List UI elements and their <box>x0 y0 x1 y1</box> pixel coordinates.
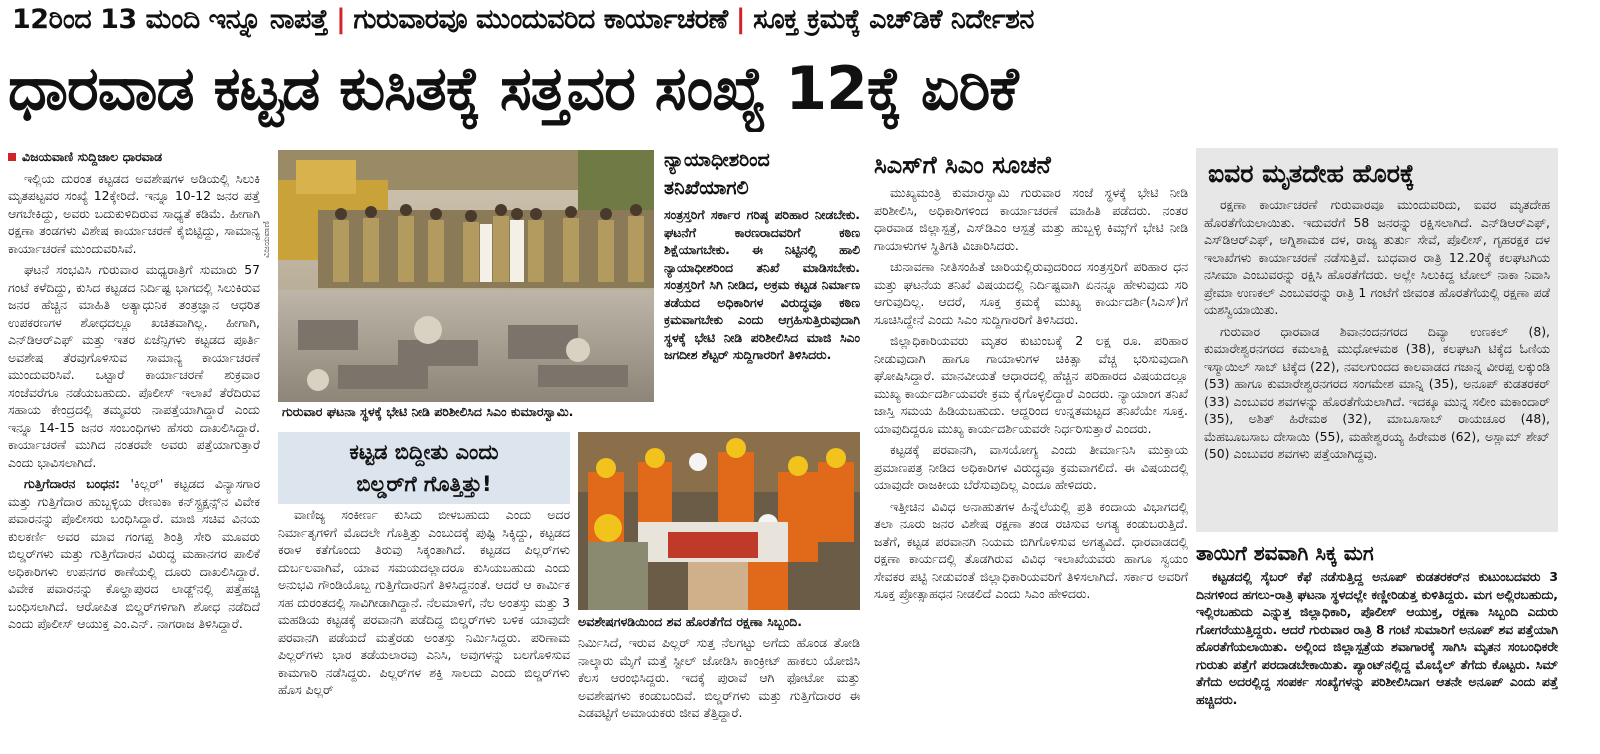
col1-p3-lead: ಗುತ್ತಿಗೆದಾರನ ಬಂಧನ: <box>24 476 120 491</box>
photo-rescue-caption: ಅವಶೇಷಗಳಡಿಯಿಂದ ಶವ ಹೊರತೆಗೆದ ರಕ್ಷಣಾ ಸಿಬ್ಬಂದಿ. <box>578 612 860 632</box>
kicker-part-2: ಗುರುವಾರವೂ ಮುಂದುವರಿದ ಕಾರ್ಯಾಚರಣೆ <box>353 4 728 35</box>
cm-column <box>874 184 1188 750</box>
judicial-body: ಸಂತ್ರಸ್ತರಿಗೆ ಸರ್ಕಾರ ಗರಿಷ್ಠ ಪರಿಹಾರ ನೀಡಬೇಕು. ಘಟನೆಗೆ ಕಾರಣರಾದವರಿಗೆ ಕಠಿಣ ಶಿಕ್ಷೆಯಾಗಬೇಕು. ಈ ನಿಟ್ಟಿನಲ್ಲಿ ಹಾಲಿ ನ್ಯಾಯಾಧೀಶರಿಂದ ತನಿಖೆ ಮಾಡಿಸಬೇಕು. ಸಂತ್ರಸ್ತರಿಗೆ ಸಿಗಿ ನೀಡಿದ, ಅಕ್ರಮ ಕಟ್ಟಡ ನಿರ್ಮಾಣ ತಡೆಯದ ಅಧಿಕಾರಿಗಳ ವಿರುದ್ಧವೂ ಕಠಿಣ ಕ್ರಮವಾಗಬೇಕು ಎಂದು ಆಗ್ರಹಿಸುತ್ತಿರುವುದಾಗಿ ಸ್ಥಳಕ್ಕೆ ಭೇಟಿ ನೀಡಿ ಪರಿಶೀಲಿಸಿದ ಮಾಜಿ ಸಿಎಂ ಜಗದೀಶ ಶೆಟ್ಟರ್ ಸುದ್ದಿಗಾರರಿಗೆ ತಿಳಿಸಿದರು. <box>664 207 860 362</box>
cm-paragraph-4: ಕಟ್ಟಡಕ್ಕೆ ಪರವಾನಗಿ, ವಾಸಯೋಗ್ಯ ಎಂದು ತೀರ್ಮಾನಿಸಿ ಮುಕ್ತಾಯ ಪ್ರಮಾಣಪತ್ರ ನೀಡಿದ ಅಧಿಕಾರಿಗಳ ವಿರುದ್ಧವೂ ಕ್ರಮವಾಗಲಿದೆ. ಈ ವಿಷಯದಲ್ಲಿ ಯಾವುದೇ ರಾಜಕೀಯ ಬೆರೆಸುವುದಿಲ್ಲ ಎಂದೂ ಹೇಳಿದರು. <box>874 442 1188 492</box>
bodies-paragraph-1: ರಕ್ಷಣಾ ಕಾರ್ಯಾಚರಣೆ ಗುರುವಾರವೂ ಮುಂದುವರಿದು, ಐವರ ಮೃತದೇಹ ಹೊರತೆಗೆಯಲಾಯಿತು. ಇದುವರೆಗೆ 58 ಜನರನ್ನು ರಕ್ಷಿಸಲಾಗಿದೆ. ಎನ್‌ಡಿಆರ್‌ಎಫ್, ಎಸ್‌ಡಿಆರ್‌ಎಫ್, ಅಗ್ನಿಶಾಮಕ ದಳ, ರಾಜ್ಯ ತುರ್ತು ಸೇವೆ, ಪೊಲೀಸ್, ಗೃಹರಕ್ಷಕ ದಳ ಇಲಾಖೆಗಳು ಕಾರ್ಯಾಚರಣೆ ನಡೆಸುತ್ತಿವೆ. ಬುಧವಾರ ರಾತ್ರಿ 12.20ಕ್ಕೆ ಕಲಘಟಗಿಯ ನಸೀಮಾ ಎಂಬುವರನ್ನು ರಕ್ಷಿಸಿ ಹೊರತೆಗೆದರು. ಅಲ್ಲೇ ಸಿಲುಕಿದ್ದ ಟೋಲ್ ನಾಕಾ ನಿವಾಸಿ ಪ್ರೇಮಾ ಉಣಕಲ್ ಎಂಬುವರನ್ನು ರಾತ್ರಿ 1 ಗಂಟೆಗೆ ಜೀವಂತ ಹೊರತೆಗೆಯಲ್ಲಿ ರಕ್ಷಣಾ ಪಡೆ ಯಶಸ್ವಿಯಾಯಿತು. <box>1204 197 1550 317</box>
cm-paragraph-2: ಚುನಾವಣಾ ನೀತಿಸಂಹಿತೆ ಜಾರಿಯಲ್ಲಿರುವುದರಿಂದ ಸಂತ್ರಸ್ತರಿಗೆ ಪರಿಹಾರ ಧನ ಮತ್ತು ಘಟನೆಯ ತನಿಖೆ ವಿಷಯದಲ್ಲಿ ನಿರ್ದಿಷ್ಟವಾಗಿ ಏನನ್ನೂ ಹೇಳುವುದು ಸರಿ ಆಗುವುದಿಲ್ಲ. ಆದರೆ, ಸೂಕ್ತ ಕ್ರಮಕ್ಕೆ ಮುಖ್ಯ ಕಾರ್ಯದರ್ಶಿ(ಸಿಎಸ್)ಗೆ ಸೂಚಿಸಿದ್ದೇನೆ ಎಂದು ಸಿಎಂ ಸುದ್ದಿಗಾರರಿಗೆ ತಿಳಿಸಿದರು. <box>874 259 1188 327</box>
byline <box>8 148 260 166</box>
builder-body-continued: ನಿರ್ಮಿಸಿದೆ, ಇರುವ ಪಿಲ್ಲರ್ ಸುತ್ತ ನೆಲಗಟ್ಟು ಅಗೆದು ಹೊಂಡ ತೋಡಿ ನಾಲ್ಕಾರು ಮೈಗೆ ಮತ್ತೆ ಸ್ಟೀಲ್ ಜೋಡಿಸಿ ಕಾಂಕ್ರೀಟ್ ಹಾಕಲು ಯೋಜಿಸಿ ಕೆಲಸ ಆರಂಭಿಸಿದ್ದರು. ಇದಕ್ಕೆ ಪುರಾವೆ ಆಗಿ ಫೋಟೋ ಮತ್ತು ಅವಶೇಷಗಳು ಕಂಡುಬಂದಿವೆ. ಬಿಲ್ಡರ್‌ಗಳು ಮತ್ತು ಗುತ್ತಿಗೆದಾರರ ಈ ಎಡವಟ್ಟಿಗೆ ಅಮಾಯಕರು ಜೀವ ತೆತ್ತಿದ್ದಾರೆ. <box>578 635 860 720</box>
mother-body: ಕಟ್ಟಡದಲ್ಲಿ ಸೈಬರ್ ಕೆಫೆ ನಡೆಸುತ್ತಿದ್ದ ಅನೂಪ್ ಕುಡತರಕರ್‌ನ ಕುಟುಂಬದವರು 3 ದಿನಗಳಿಂದ ಹಗಲು-ರಾತ್ರಿ ಘಟನಾ ಸ್ಥಳದಲ್ಲೇ ಕಣ್ಣೀರಿಡುತ್ತ ಕುಳಿತಿದ್ದರು. ಮಗ ಅಲ್ಲಿರಬಹುದು, ಇಲ್ಲಿರಬಹುದು ಎನ್ನುತ್ತ ಜಿಲ್ಲಾಧಿಕಾರಿ, ಪೊಲೀಸ್ ಆಯುಕ್ತ, ರಕ್ಷಣಾ ಸಿಬ್ಬಂದಿ ಎದುರು ಗೋಗರೆಯುತ್ತಿದ್ದರು. ಆದರೆ ಗುರುವಾರ ರಾತ್ರಿ 8 ಗಂಟೆ ಸುಮಾರಿಗೆ ಅನೂಪ್ ಶವ ಪತ್ತೆಯಾಗಿ ಹೊರತೆಗೆಯಲಾಯಿತು. ಅಲ್ಲಿಂದ ಜಿಲ್ಲಾಸ್ಪತ್ರೆಯ ಶವಾಗಾರಕ್ಕೆ ಸಾಗಿಸಿ ಮೃತನ ಸಂಬಂಧಿಕರೇ ಗುರುತು ಪತ್ತೆಗೆ ಪರದಾಡಬೇಕಾಯಿತು. ಪ್ಯಾಂಟ್‌ನಲ್ಲಿದ್ದ ಮೊಬೈಲ್ ತೆಗೆದು ಕೊಟ್ಟರು. ಸಿಮ್ ತೆಗೆದು ಅದರಲ್ಲಿದ್ದ ಸಂಪರ್ಕ ಸಂಖ್ಯೆಗಳನ್ನು ಪರಿಶೀಲಿಸಿದಾಗ ಆತನೇ ಅನೂಪ್ ಎಂದು ಪತ್ತೆ ಹಚ್ಚಿದರು. <box>1196 569 1558 707</box>
photo-rescue <box>578 432 860 610</box>
mother-title: ತಾಯಿಗೆ ಶವವಾಗಿ ಸಿಕ್ಕ ಮಗ <box>1196 541 1374 565</box>
kicker-separator-1: | <box>335 4 346 35</box>
builder-title-line-2: ಬಿಲ್ಡರ್‌ಗೆ ಗೊತ್ತಿತ್ತು! <box>356 472 492 496</box>
judicial-title-line-1: ನ್ಯಾಯಾಧೀಶರಿಂದ <box>664 149 770 171</box>
bodies-title: ಐವರ ಮೃತದೇಹ ಹೊರಕ್ಕೆ <box>1208 159 1415 188</box>
photo-cm-visit <box>278 150 654 402</box>
photo-cm-visit-image <box>278 150 654 402</box>
vertical-label: ವಿಜಯವಾಣಿ <box>262 221 272 258</box>
judicial-title <box>664 146 864 206</box>
judicial-title-line-2: ತನಿಖೆಯಾಗಲಿ <box>664 177 749 199</box>
builder-box <box>278 432 570 504</box>
photo-cm-visit-caption: ಗುರುವಾರ ಘಟನಾ ಸ್ಥಳಕ್ಕೆ ಭೇಟಿ ನೀಡಿ ಪರಿಶೀಲಿಸಿದ ಸಿಎಂ ಕುಮಾರಸ್ವಾಮಿ. <box>278 402 658 422</box>
cm-title: ಸಿಎಸ್‌ಗೆ ಸಿಎಂ ಸೂಚನೆ <box>874 151 1051 179</box>
cm-paragraph-5: ಇತ್ತೀಚಿನ ವಿವಿಧ ಅನಾಹುತಗಳ ಹಿನ್ನೆಲೆಯಲ್ಲಿ ಪ್ರತಿ ಕಂದಾಯ ವಿಭಾಗದಲ್ಲಿ ತಲಾ ನೂರು ಜನರ ವಿಶೇಷ ರಕ್ಷಣಾ ತಂಡ ರಚಿಸುವ ಅಗತ್ಯ ಕಂಡುಬರುತ್ತಿದೆ. ಜತೆಗೆ, ಕಟ್ಟಡ ಪರವಾನಗಿ ನಿಯಮ ಬಿಗಿಗೊಳಿಸುವ ಅಗತ್ಯವಿದೆ. ಧಾರವಾಡದಲ್ಲಿ ರಕ್ಷಣಾ ಕಾರ್ಯದಲ್ಲಿ ತೊಡಗಿರುವ ವಿವಿಧ ಇಲಾಖೆಯವರು ಹಾಗೂ ಸ್ವಯಂ ಸೇವಕರ ಪಟ್ಟಿ ನೀಡುವಂತೆ ಜಿಲ್ಲಾಧಿಕಾರಿಯವರಿಗೆ ತಿಳಿಸಲಾಗಿದೆ. ಸರ್ಕಾರ ಅವರಿಗೆ ಸೂಕ್ತ ಪ್ರೋತ್ಸಾಹಧನ ನೀಡಲಿದೆ ಎಂದು ಸಿಎಂ ಹೇಳಿದರು. <box>874 498 1188 601</box>
column-1 <box>8 148 260 748</box>
cm-paragraph-1: ಮುಖ್ಯಮಂತ್ರಿ ಕುಮಾರಸ್ವಾಮಿ ಗುರುವಾರ ಸಂಜೆ ಸ್ಥಳಕ್ಕೆ ಭೇಟಿ ನೀಡಿ ಪರಿಶೀಲಿಸಿ, ಅಧಿಕಾರಿಗಳಿಂದ ಕಾರ್ಯಾಚರಣೆ ಮಾಹಿತಿ ಪಡೆದರು. ನಂತರ ಧಾರವಾಡ ಜಿಲ್ಲಾಸ್ಪತ್ರೆ, ಎಸ್‌ಡಿಎಂ ಆಸ್ಪತ್ರೆ ಮತ್ತು ಹುಬ್ಬಳ್ಳಿ ಕಿಮ್ಸ್‌ಗೆ ಭೇಟಿ ನೀಡಿ ಗಾಯಾಳುಗಳ ಸ್ಥಿತಿಗತಿ ವಿಚಾರಿಸಿದರು. <box>874 185 1188 253</box>
builder-body: ವಾಣಿಜ್ಯ ಸಂಕೀರ್ಣ ಕುಸಿದು ಬೀಳಬಹುದು ಎಂದು ಅದರ ನಿರ್ಮಾತೃಗಳಿಗೆ ಮೊದಲೇ ಗೊತ್ತಿತ್ತು ಎಂಬುದಕ್ಕೆ ಪುಷ್ಟಿ ಸಿಕ್ಕಿದ್ದು, ಕಟ್ಟಡದ ಕರಾಳ ಕತೆಗೊಂದು ತಿರುವು ಸಿಕ್ಕಂತಾಗಿದೆ. ಕಟ್ಟಡದ ಪಿಲ್ಲರ್‌ಗಳು ದುರ್ಬಲವಾಗಿವೆ, ಯಾವ ಸಮಯದಲ್ಲಾದರೂ ಕುಸಿಯಬಹುದು ಎಂದು ಅನುಭವಿ ಗೌಂಡಿಯೊಬ್ಬ ಗುತ್ತಿಗೆದಾರನಿಗೆ ತಿಳಿಸಿದ್ದನಂತೆ. ಆದರೆ ಆ ಕಾರ್ಮಿಕ ಸಹ ದುರಂತದಲ್ಲಿ ಸಾವಿಗೀಡಾಗಿದ್ದಾನೆ. ನೆಲಮಾಳಿಗೆ, ನೆಲ ಅಂತಸ್ತು ಮತ್ತು 3 ಮಹಡಿಯ ಕಟ್ಟಡಕ್ಕೆ ಪರವಾನಗಿ ಪಡೆದಿದ್ದ ಬಿಲ್ಡರ್‌ಗಳು ಬಳಿಕ ಯಾವುದೇ ಪರವಾನಗಿ ಪಡೆಯದೆ ಮತ್ತೆರಡು ಅಂತಸ್ತು ನಿರ್ಮಿಸಿದ್ದರು. ಪರಿಣಾಮ ಪಿಲ್ಲರ್‌ಗಳು ಭಾರ ತಡೆಯಲಾರವು ಎನಿಸಿ, ಅವುಗಳನ್ನು ಬಲಗೊಳಿಸುವ ಕಾಮಗಾರಿ ನಡೆಸಿದ್ದರು. ಪಿಲ್ಲರ್‌ಗಳ ಶಕ್ತಿ ಸಾಲದು ಎಂದು ಬಿಲ್ಡರ್‌ಗಳು ಹೊಸ ಪಿಲ್ಲರ್ <box>278 507 570 697</box>
kicker-part-3: ಸೂಕ್ತ ಕ್ರಮಕ್ಕೆ ಎಚ್‌ಡಿಕೆ ನಿರ್ದೇಶನ <box>753 4 1034 35</box>
cm-paragraph-3: ಜಿಲ್ಲಾಧಿಕಾರಿಯವರು ಮೃತರ ಕುಟುಂಬಕ್ಕೆ 2 ಲಕ್ಷ ರೂ. ಪರಿಹಾರ ನೀಡುವುದಾಗಿ ಹಾಗೂ ಗಾಯಾಳುಗಳ ಚಿಕಿತ್ಸಾ ವೆಚ್ಚ ಭರಿಸುವುದಾಗಿ ಘೋಷಿಸಿದ್ದಾರೆ. ಮಾನವೀಯತೆ ಆಧಾರದಲ್ಲಿ ಹೆಚ್ಚಿನ ಪರಿಹಾರದ ವಿಷಯದಲ್ಲೂ ಮುಖ್ಯ ಕಾರ್ಯದರ್ಶಿಯವರೇ ಕ್ರಮ ಕೈಗೊಳ್ಳಲಿದ್ದಾರೆ ಎಂದರು. ನ್ಯಾಯಾಂಗ ತನಿಖೆ ಜಾಸ್ತಿ ಸಮಯ ಹಿಡಿಯಬಹುದು. ಆದ್ದರಿಂದ ಉನ್ನತಮಟ್ಟದ ತನಿಖೆಯೇ ಸೂಕ್ತ. ಯಾವುದಿದ್ದರೂ ಮುಖ್ಯ ಕಾರ್ಯದರ್ಶಿಯವರೇ ನಿರ್ಧರಿಸುತ್ತಾರೆ ಎಂದರು. <box>874 333 1188 436</box>
main-headline: ಧಾರವಾಡ ಕಟ್ಟಡ ಕುಸಿತಕ್ಕೆ ಸತ್ತವರ ಸಂಖ್ಯೆ 12ಕ್ಕೆ ಏರಿಕೆ <box>8 54 1018 124</box>
col1-paragraph-2: ಘಟನೆ ಸಂಭವಿಸಿ ಗುರುವಾರ ಮಧ್ಯರಾತ್ರಿಗೆ ಸುಮಾರು 57 ಗಂಟೆ ಕಳೆದಿದ್ದು, ಕುಸಿದ ಕಟ್ಟಡದ ನಿರ್ದಿಷ್ಟ ಭಾಗದಲ್ಲಿ ಸಿಲುಕಿರುವ ಜನರ ಹೆಚ್ಚಿನ ಮಾಹಿತಿ ಅತ್ಯಾಧುನಿಕ ತಂತ್ರಜ್ಞಾನ ಆಧರಿತ ಉಪಕರಣಗಳ ಶೋಧದಲ್ಲೂ ಖಚಿತವಾಗಿಲ್ಲ. ಹೀಗಾಗಿ, ಎನ್‌ಡಿಆರ್‌ಎಫ್ ಮತ್ತು ಇತರ ಏಜೆನ್ಸಿಗಳು ಕಟ್ಟಡದ ಪೂರ್ತಿ ಅವಶೇಷ ತೆರವುಗೊಳಿಸುವ ಸಾಮಾನ್ಯ ಕಾರ್ಯಾಚರಣೆ ಮುಂದುವರಿಸಿವೆ. ಒಟ್ಟಾರೆ ಕಾರ್ಯಾಚರಣೆ ಶುಕ್ರವಾರ ಸಂಜೆವರೆಗೂ ನಡೆಯಬಹುದು. ಪೊಲೀಸ್ ಇಲಾಖೆ ತೆರೆದಿರುವ ಸಹಾಯ ಕೇಂದ್ರದಲ್ಲಿ ತಮ್ಮವರು ನಾಪತ್ತೆಯಾಗಿದ್ದಾರೆ ಎಂದು ಇನ್ನೂ 14-15 ಜನರ ಸಂಬಂಧಿಗಳು ಹೆಸರು ದಾಖಲಿಸಿದ್ದಾರೆ. ಕಾರ್ಯಾಚರಣೆ ಮುಗಿದ ನಂತರವೇ ಅವರು ಪತ್ತೆಯಾಗುತ್ತಾರೆ ಎಂದು ಭಾವಿಸಲಾಗಿದೆ. <box>8 262 260 470</box>
col1-paragraph-1: ಇಲ್ಲಿಯ ದುರಂತ ಕಟ್ಟಡದ ಅವಶೇಷಗಳ ಅಡಿಯಲ್ಲಿ ಸಿಲುಕಿ ಮೃತಪಟ್ಟವರ ಸಂಖ್ಯೆ 12ಕ್ಕೇರಿದೆ. ಇನ್ನೂ 10-12 ಜನರ ಪತ್ತೆ ಆಗಬೇಕಿದ್ದು, ಅವರು ಬದುಕುಳಿದಿರುವ ಸಾಧ್ಯತೆ ಕಡಿಮೆ. ಹೀಗಾಗಿ ರಕ್ಷಣಾ ತಂಡಗಳು ವಿಶೇಷ ಕಾರ್ಯಾಚರಣೆ ಕೈಬಿಟ್ಟಿದ್ದು, ಸಾಮಾನ್ಯ ಕಾರ್ಯಾಚರಣೆ ಮುಂದುವರಿಸಿವೆ. <box>8 170 260 256</box>
kicker-line <box>12 4 1592 44</box>
bodies-paragraph-2: ಗುರುವಾರ ಧಾರವಾಡ ಶಿವಾನಂದನಗರದ ದಿವ್ಯಾ ಉಣಕಲ್ (8), ಕುಮಾರೇಶ್ವರನಗರದ ಕಮಲಾಕ್ಷಿ ಮುಧೋಳಮಠ (38), ಕಲಘಟಗಿ ಟಿಕ್ಕೆದ ಓಣಿಯ ಇಸ್ಮಾಯಿಲ್ ಸಾಬ್ ಟಿಕ್ಕೆದ (22), ನವಲಗುಂದದ ಕಾಲವಾಡದ ಗಜಾನ್ನ ವೀರಪ್ಪ ಲಕ್ಕುಂಡಿ (53) ಹಾಗೂ ಕುಮಾರೇಶ್ವರನಗರದ ಸಂಗಮೇಶ ಮಾನ್ನಿ (35), ಅನೂಪ್ ಕುಡತರಕರ್ (33) ಎಂಬುವರ ಶವಗಳನ್ನು ಹೊರತೆಗೆಯಲಾಗಿದೆ. ಇದಕ್ಕೂ ಮುನ್ನ ಸಲೀಂ ಮಕಾಂದಾರ್ (35), ಅಶಿತ್ ಹಿರೇಮಠ (32), ಮಾಬೂಸಾಬ್ ರಾಯಚೂರ (48), ಮೆಹಬೂಬಸಾಬ ದೇಸಾಯಿ (55), ಮಹೇಶ್ವರಯ್ಯ ಹಿರೇಮಠ (62), ಅಸ್ಲಾಮ್ ಶೇಖ್ (50) ಎಂಬುವರ ಶವಗಳು ಪತ್ತೆಯಾಗಿದ್ದವು. <box>1204 323 1550 461</box>
col1-p3-text: 'ಕಿಲ್ಲರ್' ಕಟ್ಟಡದ ವಿನ್ಯಾಸಗಾರ ಮತ್ತು ಗುತ್ತಿಗೆದಾರ ಹುಬ್ಬಳ್ಳಿಯ ರೇಣುಕಾ ಕನ್‌ಸ್ಟ್ರಕ್ಷನ್ಸ್‌ನ ವಿವೇಕ ಪವಾರನನ್ನು ಪೊಲೀಸರು ಬಂಧಿಸಿದ್ದಾರೆ. ಮಾಜಿ ಸಚಿವ ವಿನಯ ಕುಲಕರ್ಣಿ ಅವರ ಮಾವ ಗಂಗಪ್ಪ ಶಿಂತ್ರಿ ಸೇರಿ ಮೂವರು ಬಿಲ್ಡರ್‌ಗಳು ಮತ್ತು ಗುತ್ತಿಗೆದಾರನ ವಿರುದ್ಧ ಮಹಾನಗರ ಪಾಲಿಕೆ ಅಧಿಕಾರಿಗಳು ಉಪನಗರ ಠಾಣೆಯಲ್ಲಿ ದೂರು ದಾಖಲಿಸಿದ್ದಾರೆ. ವಿವೇಕ ಪವಾರನನ್ನು ಕೊಲ್ಹಾಪುರದ ಲಾಡ್ಜ್‌ನಲ್ಲಿ ಪತ್ತೆಹಚ್ಚಿ ಬಂಧಿಸಲಾಗಿದೆ. ಆರೋಪಿತ ಬಿಲ್ಡರ್‌ಗಳಿಗಾಗಿ ಶೋಧ ನಡೆದಿದೆ ಎಂದು ಪೊಲೀಸ್ ಆಯುಕ್ತ ಎಂ.ಎನ್. ನಾಗರಾಜ ತಿಳಿಸಿದ್ದಾರೆ. <box>8 476 260 631</box>
bodies-column <box>1204 196 1550 530</box>
byline-text: ವಿಜಯವಾಣಿ ಸುದ್ದಿಜಾಲ ಧಾರವಾಡ <box>22 149 163 164</box>
kicker-separator-2: | <box>735 4 746 35</box>
kicker-part-1: 12ರಿಂದ 13 ಮಂದಿ ಇನ್ನೂ ನಾಪತ್ತೆ <box>12 4 328 35</box>
col1-paragraph-3 <box>8 475 260 633</box>
byline-square-icon <box>8 153 16 161</box>
photo-rescue-image <box>578 432 860 610</box>
builder-title-line-1: ಕಟ್ಟಡ ಬಿದ್ದೀತು ಎಂದು <box>349 440 499 464</box>
